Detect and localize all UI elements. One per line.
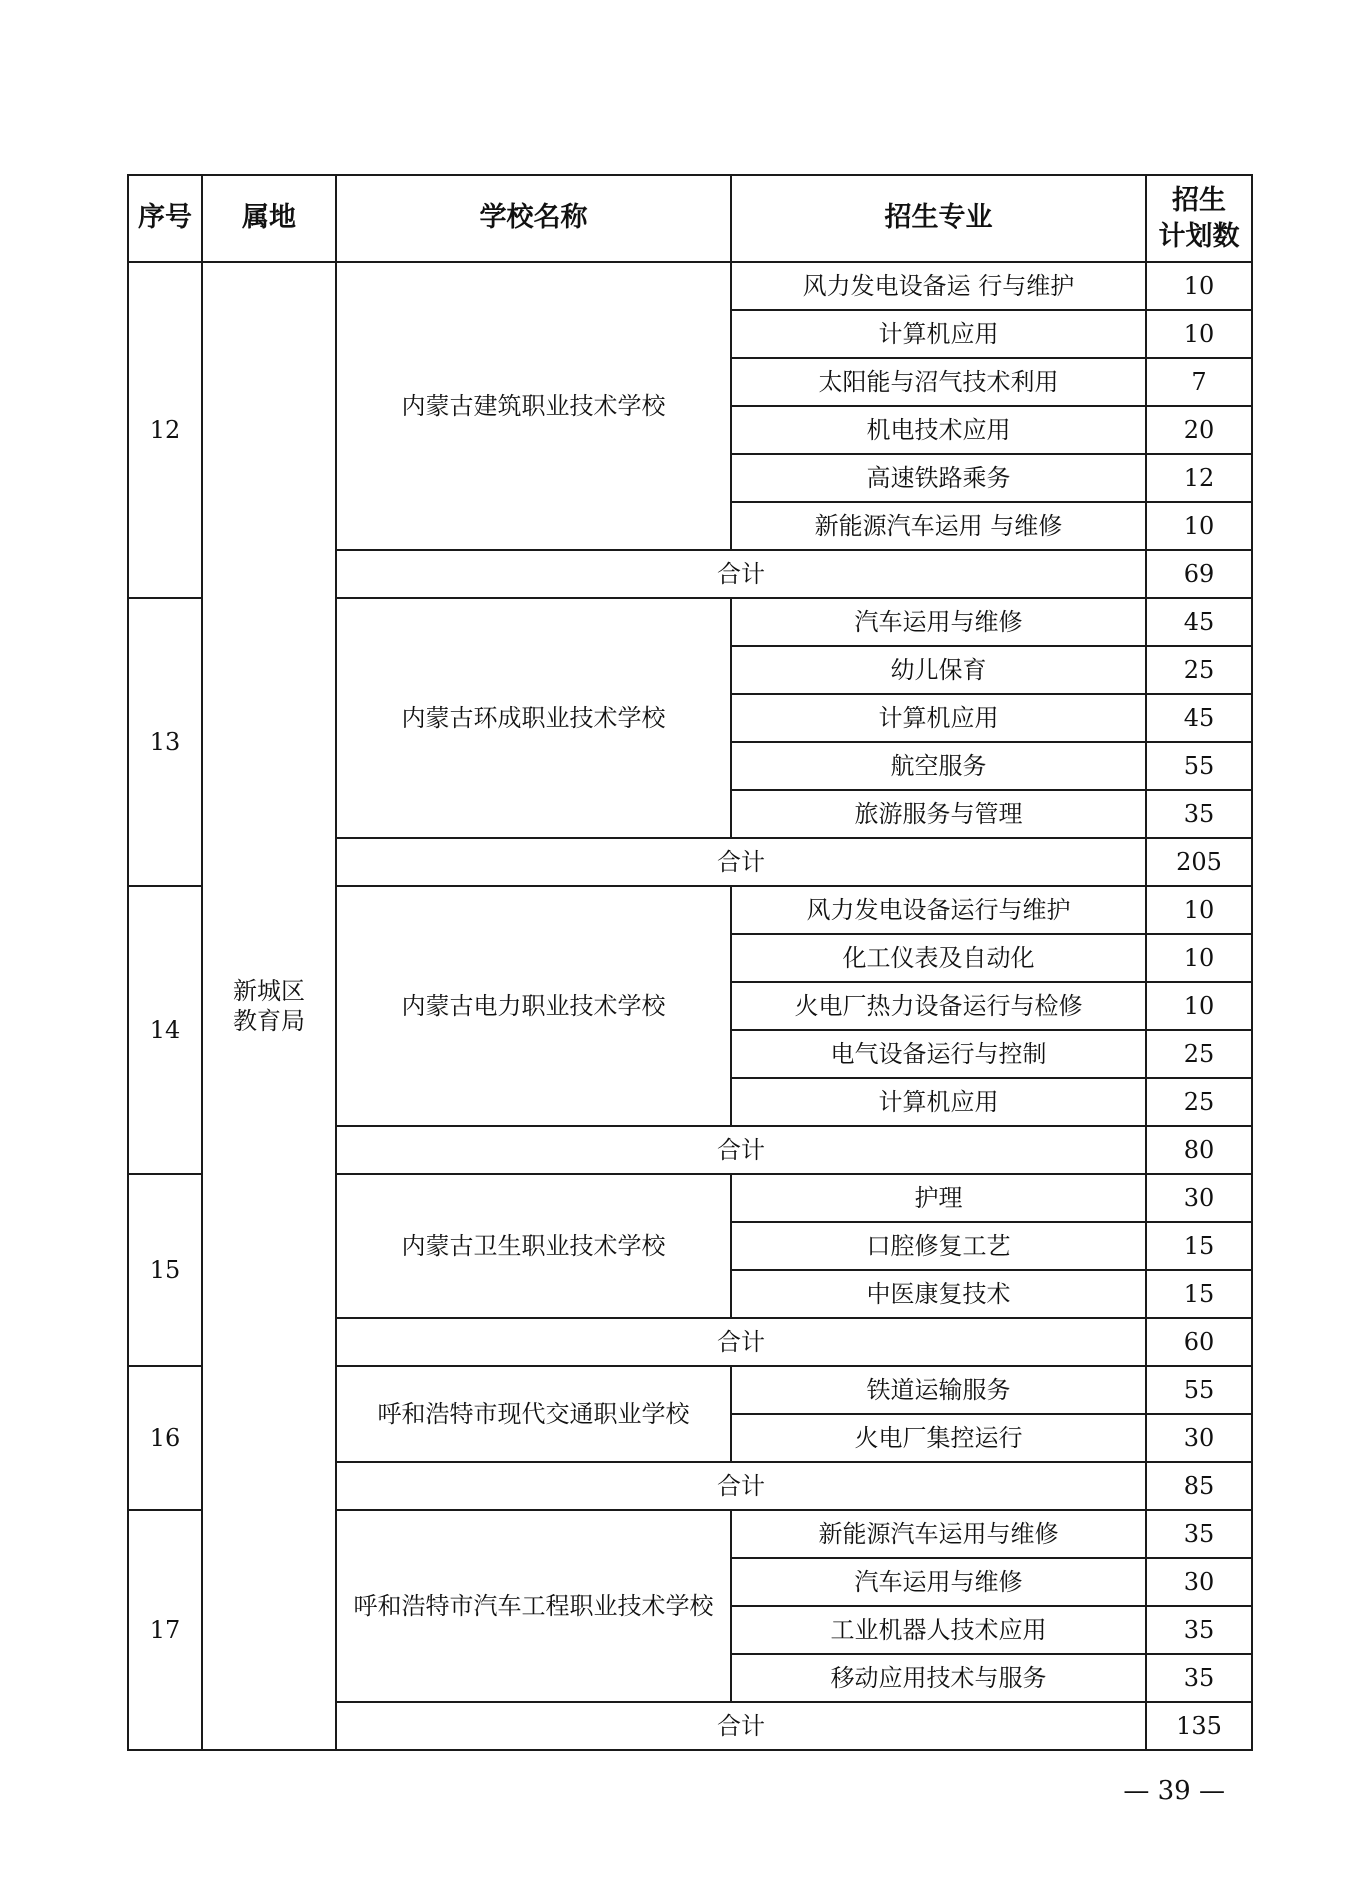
- major-cell: 汽车运用与维修: [731, 598, 1146, 646]
- plan-count-cell: 30: [1146, 1414, 1252, 1462]
- major-cell: 太阳能与沼气技术利用: [731, 358, 1146, 406]
- subtotal-label-cell: 合计: [336, 838, 1146, 886]
- table-header-row: [128, 175, 1252, 262]
- major-cell: 高速铁路乘务: [731, 454, 1146, 502]
- major-cell: 计算机应用: [731, 694, 1146, 742]
- header-plan-line1: 招生: [1172, 185, 1226, 217]
- major-cell: 电气设备运行与控制: [731, 1030, 1146, 1078]
- plan-count-cell: 10: [1146, 310, 1252, 358]
- seq-cell: 13: [128, 598, 202, 886]
- major-cell: 工业机器人技术应用: [731, 1606, 1146, 1654]
- major-cell: 新能源汽车运用与维修: [731, 1510, 1146, 1558]
- school-name-cell: 内蒙古建筑职业技术学校: [336, 262, 731, 550]
- table-body: [128, 262, 1252, 1750]
- area-cell: [202, 262, 336, 1750]
- major-cell: 中医康复技术: [731, 1270, 1146, 1318]
- major-cell: 计算机应用: [731, 1078, 1146, 1126]
- subtotal-label-cell: 合计: [336, 1462, 1146, 1510]
- subtotal-value-cell: 85: [1146, 1462, 1252, 1510]
- header-school: 学校名称: [336, 175, 731, 262]
- seq-cell: 12: [128, 262, 202, 598]
- school-name-cell: 呼和浩特市汽车工程职业技术学校: [336, 1510, 731, 1702]
- seq-cell: 14: [128, 886, 202, 1174]
- plan-count-cell: 10: [1146, 886, 1252, 934]
- seq-cell: 16: [128, 1366, 202, 1510]
- major-cell: 航空服务: [731, 742, 1146, 790]
- plan-count-cell: 20: [1146, 406, 1252, 454]
- plan-count-cell: 10: [1146, 262, 1252, 310]
- plan-count-cell: 12: [1146, 454, 1252, 502]
- header-plan-line2: 计划数: [1158, 220, 1240, 252]
- major-cell: 化工仪表及自动化: [731, 934, 1146, 982]
- plan-count-cell: 25: [1146, 1030, 1252, 1078]
- plan-count-cell: 10: [1146, 502, 1252, 550]
- major-cell: 风力发电设备运行与维护: [731, 886, 1146, 934]
- seq-cell: 15: [128, 1174, 202, 1366]
- plan-count-cell: 30: [1146, 1174, 1252, 1222]
- subtotal-label-cell: 合计: [336, 1702, 1146, 1750]
- header-seq: 序号: [128, 175, 202, 262]
- plan-count-cell: 35: [1146, 1510, 1252, 1558]
- major-cell: 新能源汽车运用 与维修: [731, 502, 1146, 550]
- plan-count-cell: 10: [1146, 982, 1252, 1030]
- plan-count-cell: 35: [1146, 1606, 1252, 1654]
- header-major: 招生专业: [731, 175, 1146, 262]
- major-cell: 幼儿保育: [731, 646, 1146, 694]
- plan-count-cell: 55: [1146, 742, 1252, 790]
- subtotal-value-cell: 205: [1146, 838, 1252, 886]
- subtotal-value-cell: 69: [1146, 550, 1252, 598]
- page-number: — 39 —: [1123, 1776, 1225, 1806]
- plan-count-cell: 10: [1146, 934, 1252, 982]
- major-cell: 口腔修复工艺: [731, 1222, 1146, 1270]
- subtotal-value-cell: 60: [1146, 1318, 1252, 1366]
- major-cell: 护理: [731, 1174, 1146, 1222]
- major-cell: 铁道运输服务: [731, 1366, 1146, 1414]
- major-cell: 汽车运用与维修: [731, 1558, 1146, 1606]
- major-cell: 移动应用技术与服务: [731, 1654, 1146, 1702]
- school-name-cell: 内蒙古卫生职业技术学校: [336, 1174, 731, 1318]
- plan-count-cell: 25: [1146, 646, 1252, 694]
- plan-count-cell: 35: [1146, 1654, 1252, 1702]
- plan-count-cell: 15: [1146, 1222, 1252, 1270]
- plan-count-cell: 15: [1146, 1270, 1252, 1318]
- major-cell: 旅游服务与管理: [731, 790, 1146, 838]
- major-cell: 火电厂集控运行: [731, 1414, 1146, 1462]
- header-plan: [1146, 175, 1252, 262]
- subtotal-label-cell: 合计: [336, 1318, 1146, 1366]
- plan-count-cell: 25: [1146, 1078, 1252, 1126]
- school-name-cell: 呼和浩特市现代交通职业学校: [336, 1366, 731, 1462]
- header-plan-label: [1159, 183, 1240, 253]
- area-label: 新城区教育局: [233, 977, 305, 1035]
- plan-count-cell: 45: [1146, 598, 1252, 646]
- major-cell: 机电技术应用: [731, 406, 1146, 454]
- subtotal-label-cell: 合计: [336, 550, 1146, 598]
- plan-count-cell: 55: [1146, 1366, 1252, 1414]
- table-row: [128, 262, 1252, 310]
- plan-count-cell: 30: [1146, 1558, 1252, 1606]
- plan-count-cell: 45: [1146, 694, 1252, 742]
- header-area: 属地: [202, 175, 336, 262]
- plan-count-cell: 35: [1146, 790, 1252, 838]
- subtotal-value-cell: 80: [1146, 1126, 1252, 1174]
- subtotal-value-cell: 135: [1146, 1702, 1252, 1750]
- plan-count-cell: 7: [1146, 358, 1252, 406]
- subtotal-label-cell: 合计: [336, 1126, 1146, 1174]
- major-cell: 风力发电设备运 行与维护: [731, 262, 1146, 310]
- enrollment-plan-table: [127, 174, 1253, 1751]
- school-name-cell: 内蒙古电力职业技术学校: [336, 886, 731, 1126]
- major-cell: 计算机应用: [731, 310, 1146, 358]
- major-cell: 火电厂热力设备运行与检修: [731, 982, 1146, 1030]
- school-name-cell: 内蒙古环成职业技术学校: [336, 598, 731, 838]
- seq-cell: 17: [128, 1510, 202, 1750]
